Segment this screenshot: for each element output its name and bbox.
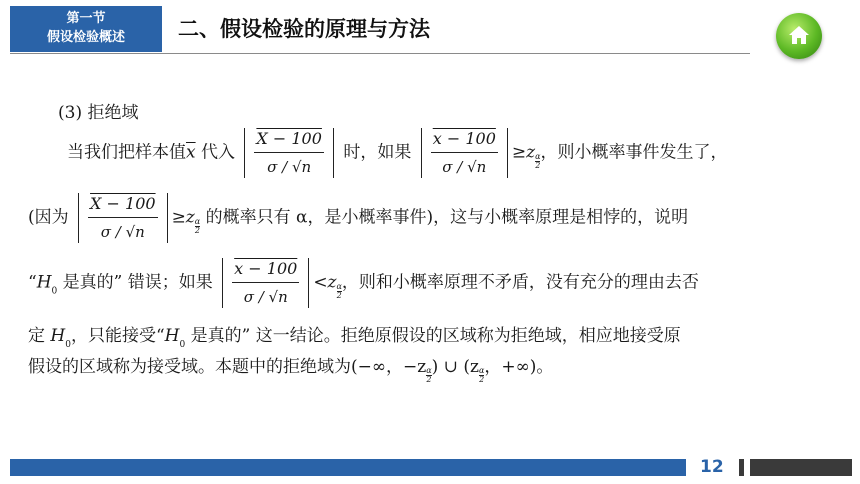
text-segment: ，+∞)。 [484, 357, 554, 377]
text-segment: ，则和小概率原理不矛盾，没有充分的理由去否 [341, 272, 699, 293]
z-statistic-fraction [222, 258, 309, 308]
z-statistic-fraction [421, 128, 508, 178]
fraction-numerator: x − 100 [431, 129, 498, 153]
text-segment: 时，如果 [337, 142, 417, 163]
hypothesis-symbol: H [50, 326, 66, 346]
hypothesis-symbol: H [164, 326, 180, 346]
text-segment: “ [28, 272, 37, 293]
paragraph-line-3 [28, 258, 699, 308]
hypothesis-subscript: 0 [51, 286, 58, 297]
fraction-denominator: σ / √n [442, 158, 487, 176]
heading-rejection-region: (3) 拒绝域 [58, 103, 139, 123]
paragraph-line-5 [28, 352, 553, 384]
fraction-denominator: σ / √n [100, 223, 145, 241]
text-segment: 是真的” 这一结论。拒绝原假设的区域称为拒绝域，相应地接受原 [185, 326, 681, 346]
alpha-half-subscript: $\frac{\alpha}{2}$ [426, 366, 432, 384]
text-segment: ，则小概率事件发生了， [540, 142, 728, 163]
text-segment: (因为 [28, 207, 75, 228]
fraction-denominator: σ / √n [243, 288, 288, 306]
section-label: 第一节 [66, 11, 106, 26]
fraction-denominator: σ / √n [267, 158, 312, 176]
text-segment: 假设的区域称为接受域。本题中的拒绝域为(−∞，−z [28, 357, 427, 377]
alpha-half-subscript: $\frac{\alpha}{2}$ [535, 151, 541, 170]
sample-mean-symbol: $\overline{x}$ [186, 142, 196, 163]
fraction-numerator: X − 100 [254, 129, 324, 153]
footer-bar [10, 459, 686, 476]
hypothesis-subscript: 0 [65, 340, 71, 350]
alpha-half-subscript: $\frac{\alpha}{2}$ [478, 366, 485, 384]
page-title: 二、假设检验的原理与方法 [178, 17, 430, 41]
section-name: 假设检验概述 [46, 30, 125, 45]
alpha-half-subscript: $\frac{\alpha}{2}$ [336, 281, 342, 300]
z-statistic-fraction [244, 128, 334, 178]
text-segment: 代入 [195, 142, 241, 163]
hypothesis-subscript: 0 [179, 340, 186, 350]
z-statistic-fraction [78, 193, 168, 243]
paragraph-line-4 [28, 321, 681, 350]
text-segment: 是真的” 错误；如果 [57, 272, 219, 293]
critical-value: ≥z [511, 142, 536, 163]
text-segment: 当我们把样本值 [67, 142, 186, 163]
text-segment: 定 [28, 326, 51, 346]
text-segment: ) ∪ (z [431, 357, 479, 377]
critical-value: <z [313, 272, 337, 293]
text-segment: 的概率只有 α，是小概率事件)，这与小概率原理是相悖的，说明 [200, 207, 689, 228]
footer-dark-block [750, 459, 852, 476]
critical-value: ≥z [171, 207, 195, 228]
paragraph-line-2 [28, 193, 688, 243]
hypothesis-symbol: H [36, 272, 52, 293]
text-segment: ，只能接受“ [70, 326, 165, 346]
footer-tick [739, 459, 744, 476]
alpha-half-subscript: $\frac{\alpha}{2}$ [194, 216, 201, 235]
fraction-numerator: x − 100 [232, 259, 299, 283]
page-number: 12 [700, 457, 724, 477]
paragraph-line-1 [67, 128, 727, 178]
fraction-numerator: X − 100 [88, 194, 158, 218]
